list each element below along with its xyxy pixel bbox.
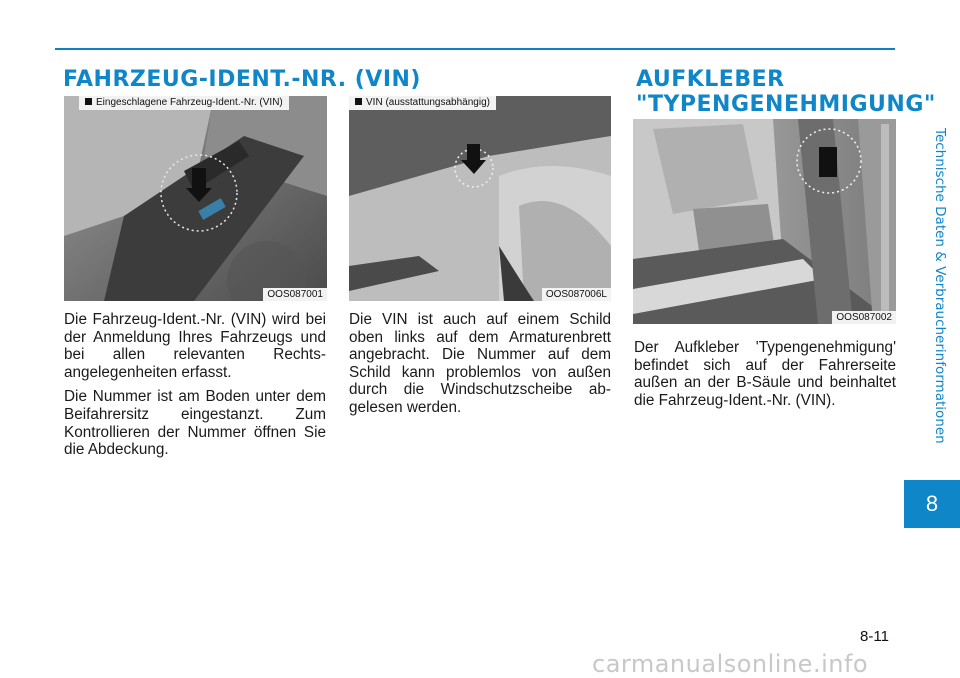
vin-dashboard-illustration [349,96,611,301]
chapter-number-tab: 8 [904,480,960,528]
section-heading-vin: FAHRZEUG-IDENT.-NR. (VIN) [63,67,421,92]
section-heading-typengenehmigung: AUFKLEBER "TYPENGENEHMIGUNG" [636,67,936,117]
paragraph: Der Aufkleber 'Typengenehmigung' befindet sich auf der Fahrerseite außen an der B-Säule und beinhaltet die Fahrzeug-Ident.-Nr. (VIN). [634,339,896,409]
page-number: 8-11 [860,628,889,645]
figure-caption: VIN (ausstattungsabhängig) [349,96,496,110]
chapter-title: Technische Daten & Verbraucherinformationen [932,128,948,444]
watermark: carmanualsonline.info [592,650,869,678]
paragraph: Die VIN ist auch auf einem Schild oben links auf dem Armaturenbrett angebracht. Die Nummer auf dem Schild kann problemlos von außen durch die Windschutzscheibe ab-gelesen werden. [349,311,611,416]
top-rule [55,48,895,50]
b-pillar-illustration [633,119,896,324]
text-column-3 [634,339,896,416]
text-column-1 [64,311,326,466]
figure-code: OOS087006L [542,288,611,301]
figure-caption: Eingeschlagene Fahrzeug-Ident.-Nr. (VIN) [79,96,289,110]
paragraph: Die Fahrzeug-Ident.-Nr. (VIN) wird bei der Anmeldung Ihres Fahrzeugs und bei allen relevanten Rechts-angelegenheiten erfasst. [64,311,326,381]
square-bullet-icon [355,98,362,105]
figure-b-pillar-label [633,119,896,324]
figure-code: OOS087002 [832,311,896,324]
square-bullet-icon [85,98,92,105]
figure-vin-dashboard [349,96,611,301]
vin-floor-illustration [64,96,327,301]
text-column-2 [349,311,611,424]
paragraph: Die Nummer ist am Boden unter dem Beifahrersitz eingestanzt. Zum Kontrollieren der Nummer öffnen Sie die Abdeckung. [64,388,326,459]
figure-vin-floor [64,96,327,301]
figure-code: OOS087001 [263,288,327,301]
